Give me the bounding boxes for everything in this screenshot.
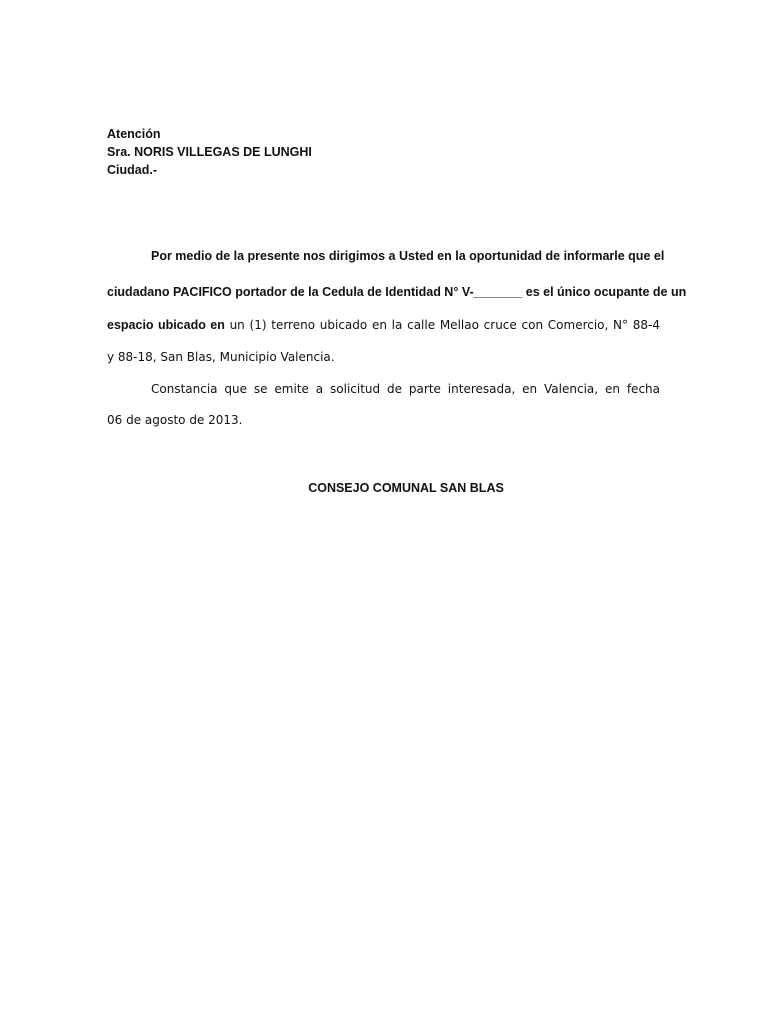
text-terrain: un (1) terreno ubicado en la calle Mellao cruce con Comercio, N° 88-4 [224, 318, 660, 332]
citizen-name: PACIFICO [172, 285, 232, 299]
city-line: Ciudad.- [107, 163, 157, 177]
body-line-2 [107, 285, 687, 299]
recipient-name: NORIS VILLEGAS DE LUNGHI [134, 145, 312, 159]
text-id-card: portador de la Cedula de Identidad N° [231, 285, 462, 299]
signature-council: CONSEJO COMUNAL SAN BLAS [308, 481, 504, 495]
body-line-1: Por medio de la presente nos dirigimos a Usted en la oportunidad de informarle que el [151, 249, 665, 263]
salutation-prefix: Sra. [107, 145, 135, 159]
attention-line: Atención [107, 127, 161, 141]
text-only-occupant: es el único ocupante de un [522, 285, 687, 299]
salutation-line [107, 143, 312, 161]
text-space-located: espacio ubicado en [107, 318, 225, 332]
recipient-block [107, 125, 312, 179]
body-line-5: Constancia que se emite a solicitud de parte interesada, en Valencia, en fecha [151, 382, 660, 396]
body-line-3 [107, 318, 660, 332]
id-number-blank: V-_______ [461, 285, 523, 299]
text-citizen: ciudadano [107, 285, 173, 299]
body-line-4: y 88-18, San Blas, Municipio Valencia. [107, 350, 335, 364]
body-line-6: 06 de agosto de 2013. [107, 413, 243, 427]
